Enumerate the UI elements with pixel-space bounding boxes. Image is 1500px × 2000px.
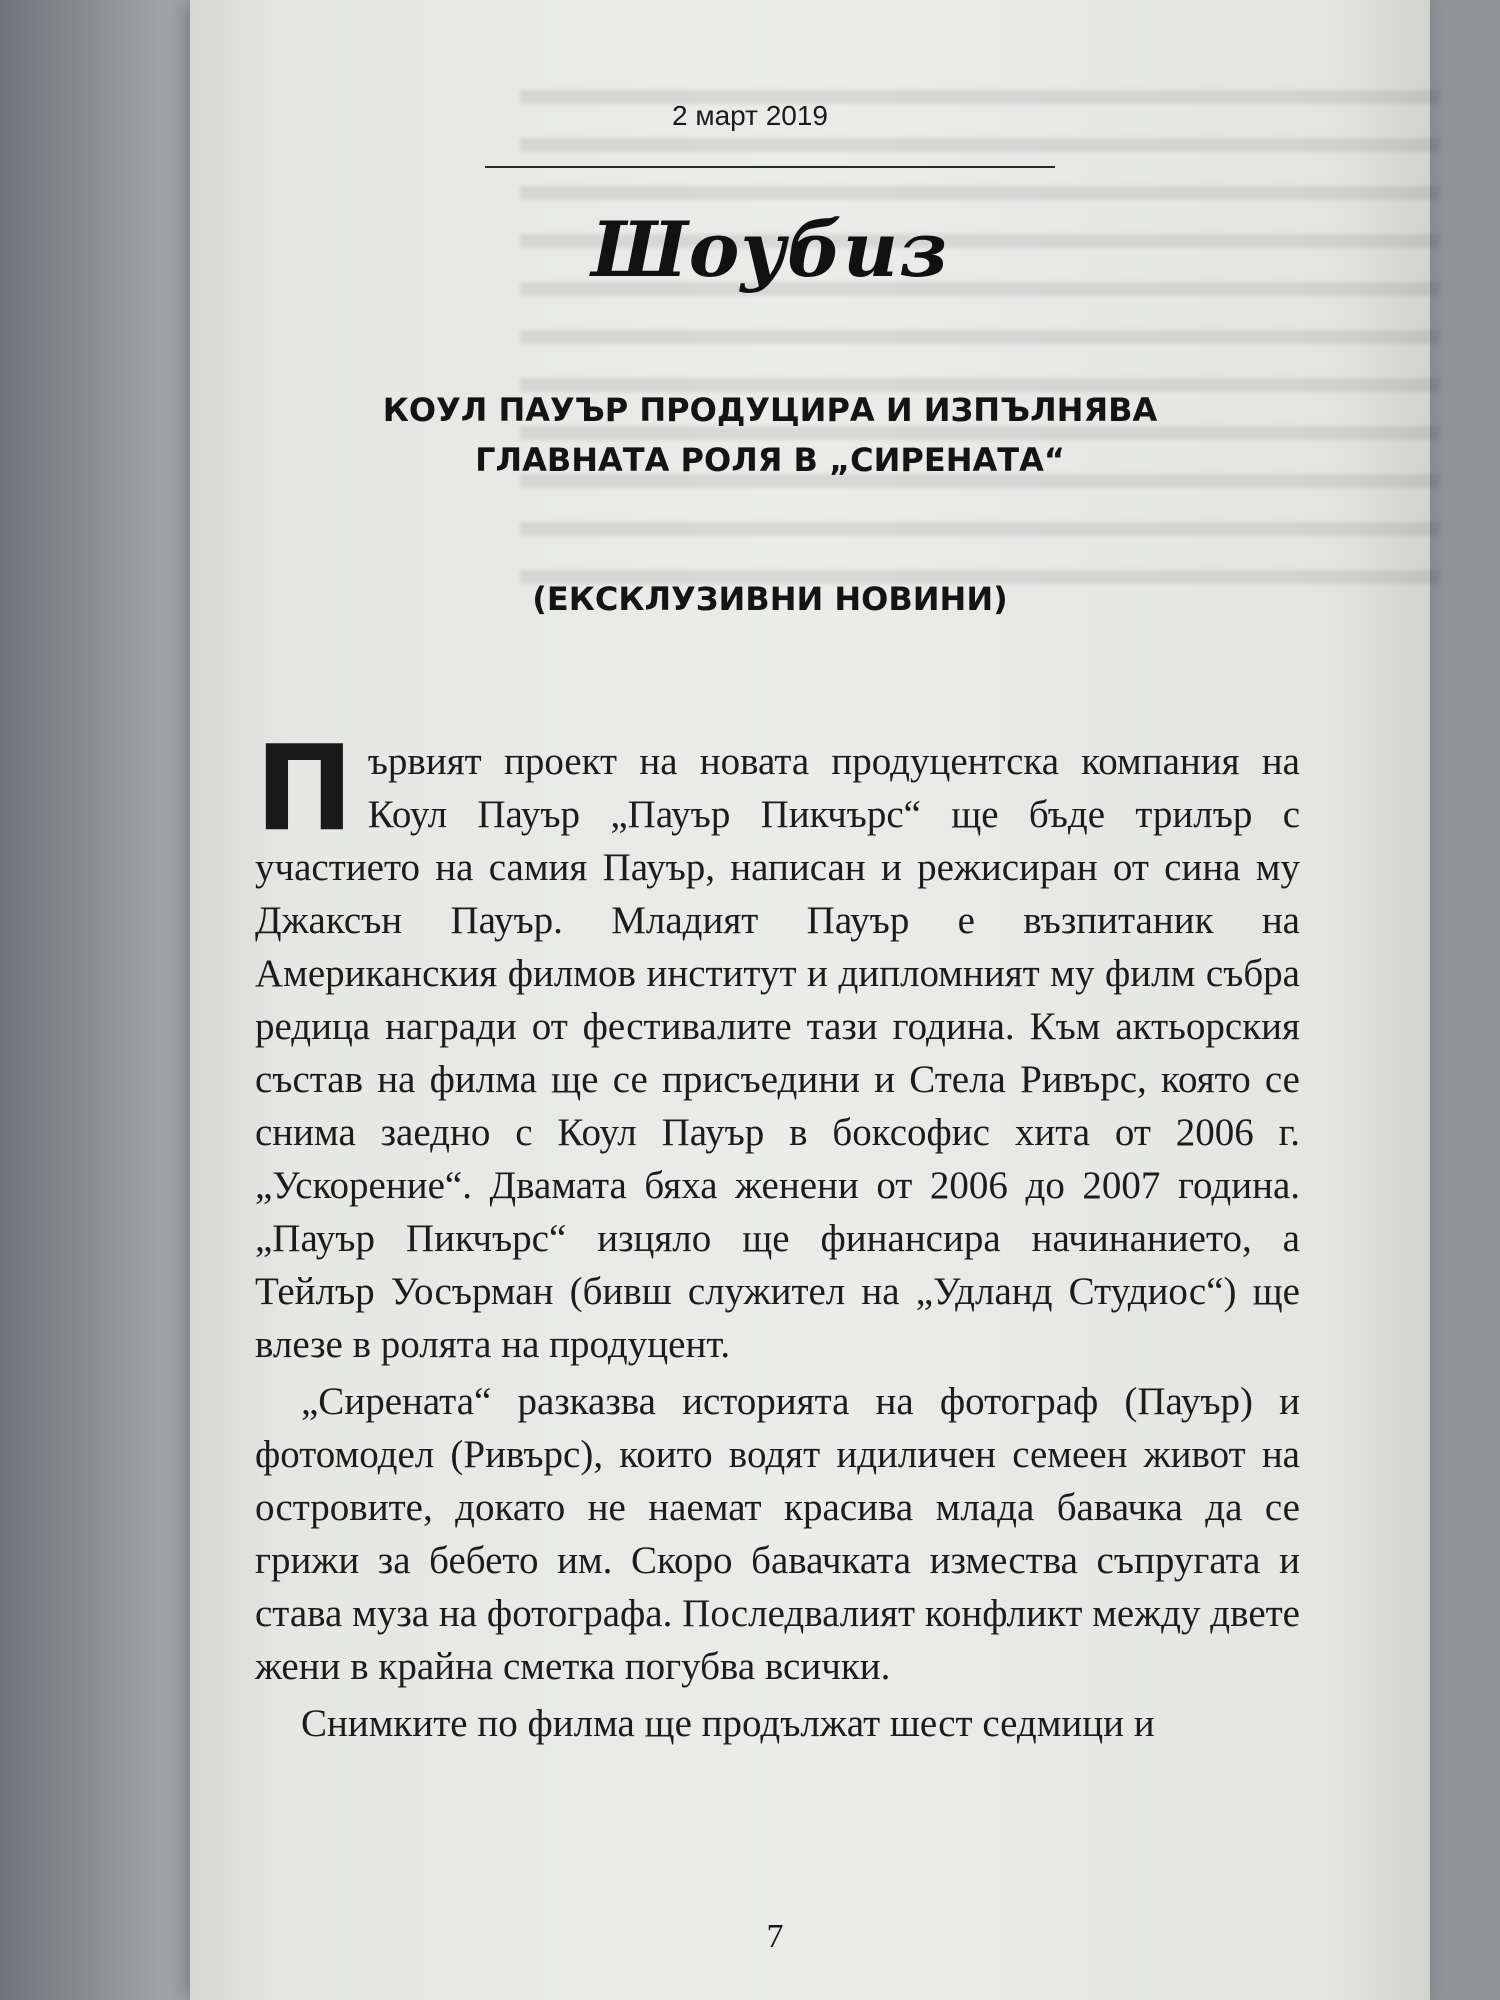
section-title: Шоубиз xyxy=(591,205,949,294)
article-headline: КОУЛ ПАУЪР ПРОДУЦИРА И ИЗПЪЛНЯВА ГЛАВНАТА РОЛЯ В „СИРЕНАТА“ xyxy=(382,391,1158,479)
article-body xyxy=(255,719,1300,1750)
paragraph-1 xyxy=(255,719,1300,1371)
page-number: 7 xyxy=(766,1918,784,1955)
article-subhead: (ЕКСКЛУЗИВНИ НОВИНИ) xyxy=(532,580,1008,618)
paragraph-3: Снимките по филма ще продължат шест седмици и xyxy=(301,1702,1155,1745)
paragraph-2: „Сирената“ разказва историята на фотограф (Пауър) и фотомодел (Ривърс), които водят идиличен семеен живот на островите, докато не наемат красива млада бавачка да се грижи за бебето им. Скоро бавачката измества съпругата и става муза на фотографа. Последвалият конфликт между двете жени в крайна сметка погубва всички. xyxy=(255,1380,1300,1688)
header-divider xyxy=(485,166,1055,168)
page-date: 2 март 2019 xyxy=(671,100,829,131)
drop-cap: П xyxy=(255,719,354,857)
paragraph-1-text: ървият проект на новата продуцентска компания на Коул Пауър „Пауър Пикчърс“ ще бъде трилър с участието на самия Пауър, написан и режисиран от сина му Джаксън Пауър. Младият Пауър е възпитаник на Американския филмов институт и дипломният му филм събра редица награди от фестивалите тази година. Към актьорския състав на филма ще се присъедини и Стела Ривърс, която се снима заедно с Коул Пауър в боксофис хита от 2006 г. „Ускорение“. Двамата бяха женени от 2006 до 2007 година. „Пауър Пикчърс“ изцяло ще финансира начинанието, а Тейлър Уосърман (бивш служител на „Удланд Студиос“) ще влезе в ролята на продуцент. xyxy=(255,740,1300,1366)
show-through-text xyxy=(520,90,1440,610)
